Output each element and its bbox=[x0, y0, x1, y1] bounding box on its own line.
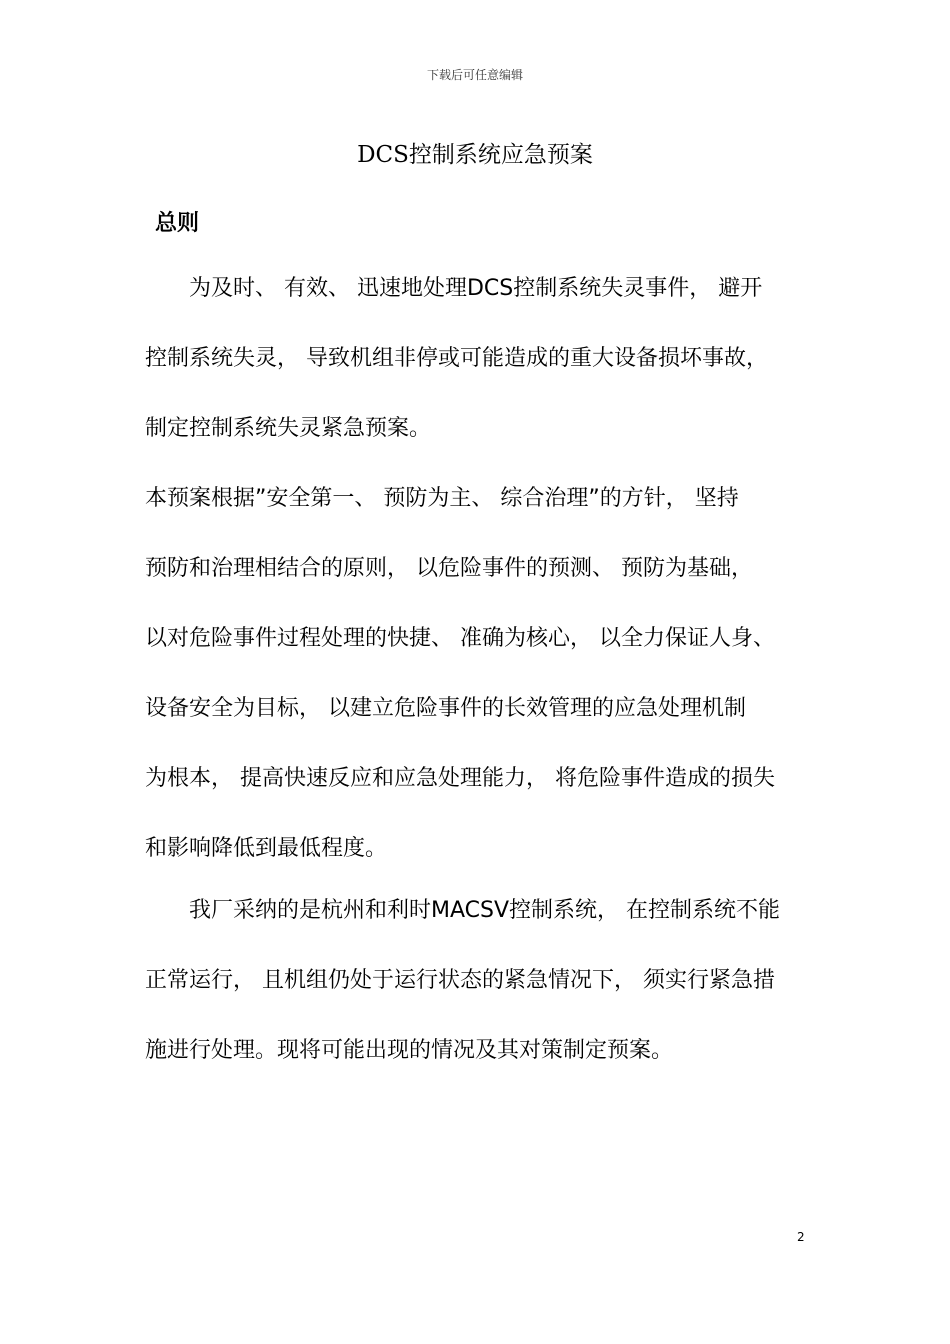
body-line: 和影响降低到最低程度。 bbox=[145, 836, 388, 861]
body-line: 设备安全为目标， 以建立危险事件的长效管理的应急处理机制 bbox=[145, 696, 746, 721]
document-title: DCS控制系统应急预案 bbox=[357, 142, 593, 168]
body-line: 我厂采纳的是杭州和利时MACSV控制系统， 在控制系统不能 bbox=[145, 898, 781, 923]
body-line: 为根本， 提高快速反应和应急处理能力， 将危险事件造成的损失 bbox=[145, 766, 775, 791]
body-line: 以对危险事件过程处理的快捷、 准确为核心， 以全力保证人身、 bbox=[145, 626, 775, 651]
body-line: 施进行处理。现将可能出现的情况及其对策制定预案。 bbox=[145, 1038, 674, 1063]
page-header-note: 下载后可任意编辑 bbox=[426, 68, 523, 82]
body-line: 为及时、 有效、 迅速地处理DCS控制系统失灵事件， 避开 bbox=[145, 276, 763, 301]
section-heading: 总则 bbox=[155, 211, 200, 236]
body-line: 控制系统失灵， 导致机组非停或可能造成的重大设备损坏事故， bbox=[145, 346, 768, 371]
body-line: 制定控制系统失灵紧急预案。 bbox=[145, 416, 432, 441]
body-line: 正常运行， 且机组仍处于运行状态的紧急情况下， 须实行紧急措 bbox=[145, 968, 775, 993]
page-number: 2 bbox=[797, 1230, 805, 1244]
body-line: 本预案根据”安全第一、 预防为主、 综合治理”的方针， 坚持 bbox=[145, 486, 739, 511]
body-line: 预防和治理相结合的原则， 以危险事件的预测、 预防为基础， bbox=[145, 556, 753, 581]
